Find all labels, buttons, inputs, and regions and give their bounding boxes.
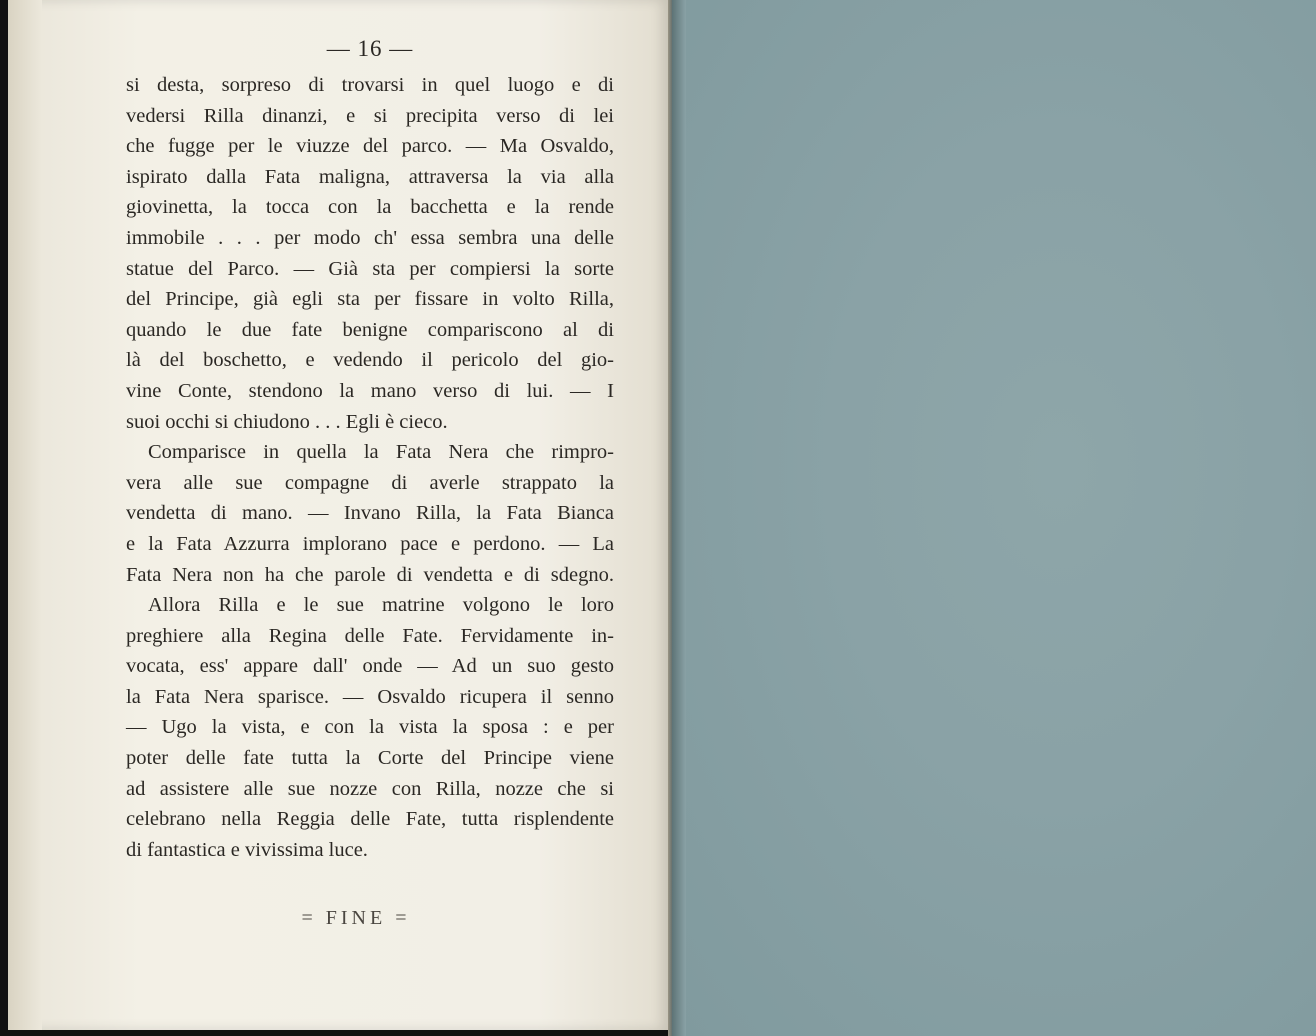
paragraph-1 [126,70,614,437]
text-line: vera alle sue compagne di averle strappato la [126,471,614,494]
text-line: di fantastica e vivissima luce. [126,838,368,861]
page-number: — 16 — [326,36,414,61]
text-line: statue del Parco. — Già sta per compiersi la sorte [126,257,614,280]
text-line: Allora Rilla e le sue matrine volgono le loro [148,594,614,617]
text-line: là del boschetto, e vedendo il pericolo del gio- [126,349,614,372]
right-page-blue-endpaper [672,0,1316,1036]
text-line: vedersi Rilla dinanzi, e si precipita verso di lei [126,104,614,127]
text-line: giovinetta, la tocca con la bacchetta e la rende [126,196,614,219]
text-line: e la Fata Azzurra implorano pace e perdono. — La [126,532,614,555]
text-line: si desta, sorpreso di trovarsi in quel luogo e di [126,74,614,96]
text-line: la Fata Nera sparisce. — Osvaldo ricupera il senno [126,685,614,708]
body-text [126,70,614,865]
text-line: del Principe, già egli sta per fissare in volto Rilla, [126,288,614,311]
text-line: — Ugo la vista, e con la vista la sposa : e per [126,716,614,739]
ending-mark: = FINE = [301,907,411,929]
text-line: ad assistere alle sue nozze con Rilla, nozze che si [126,777,614,800]
text-line: ispirato dalla Fata maligna, attraversa la via alla [126,165,614,188]
text-line: vine Conte, stendono la mano verso di lui. — I [126,379,614,402]
paragraph-2 [126,437,614,590]
text-line: preghiere alla Regina delle Fate. Fervidamente in- [126,624,614,647]
text-line: immobile . . . per modo ch' essa sembra una delle [126,226,614,249]
paragraph-3 [126,590,614,865]
text-line: celebrano nella Reggia delle Fate, tutta risplendente [126,808,614,831]
text-line: quando le due fate benigne compariscono al di [126,318,614,341]
text-line: suoi occhi si chiudono . . . Egli è cieco. [126,410,448,433]
text-line: poter delle fate tutta la Corte del Principe viene [126,747,614,770]
text-line: Comparisce in quella la Fata Nera che rimpro- [148,441,614,464]
text-line: che fugge per le viuzze del parco. — Ma Osvaldo, [126,135,614,158]
text-line: vocata, ess' appare dall' onde — Ad un suo gesto [126,655,614,678]
text-line: Fata Nera non ha che parole di vendetta e di sdegno. [126,563,614,586]
text-line: vendetta di mano. — Invano Rilla, la Fata Bianca [126,502,614,525]
